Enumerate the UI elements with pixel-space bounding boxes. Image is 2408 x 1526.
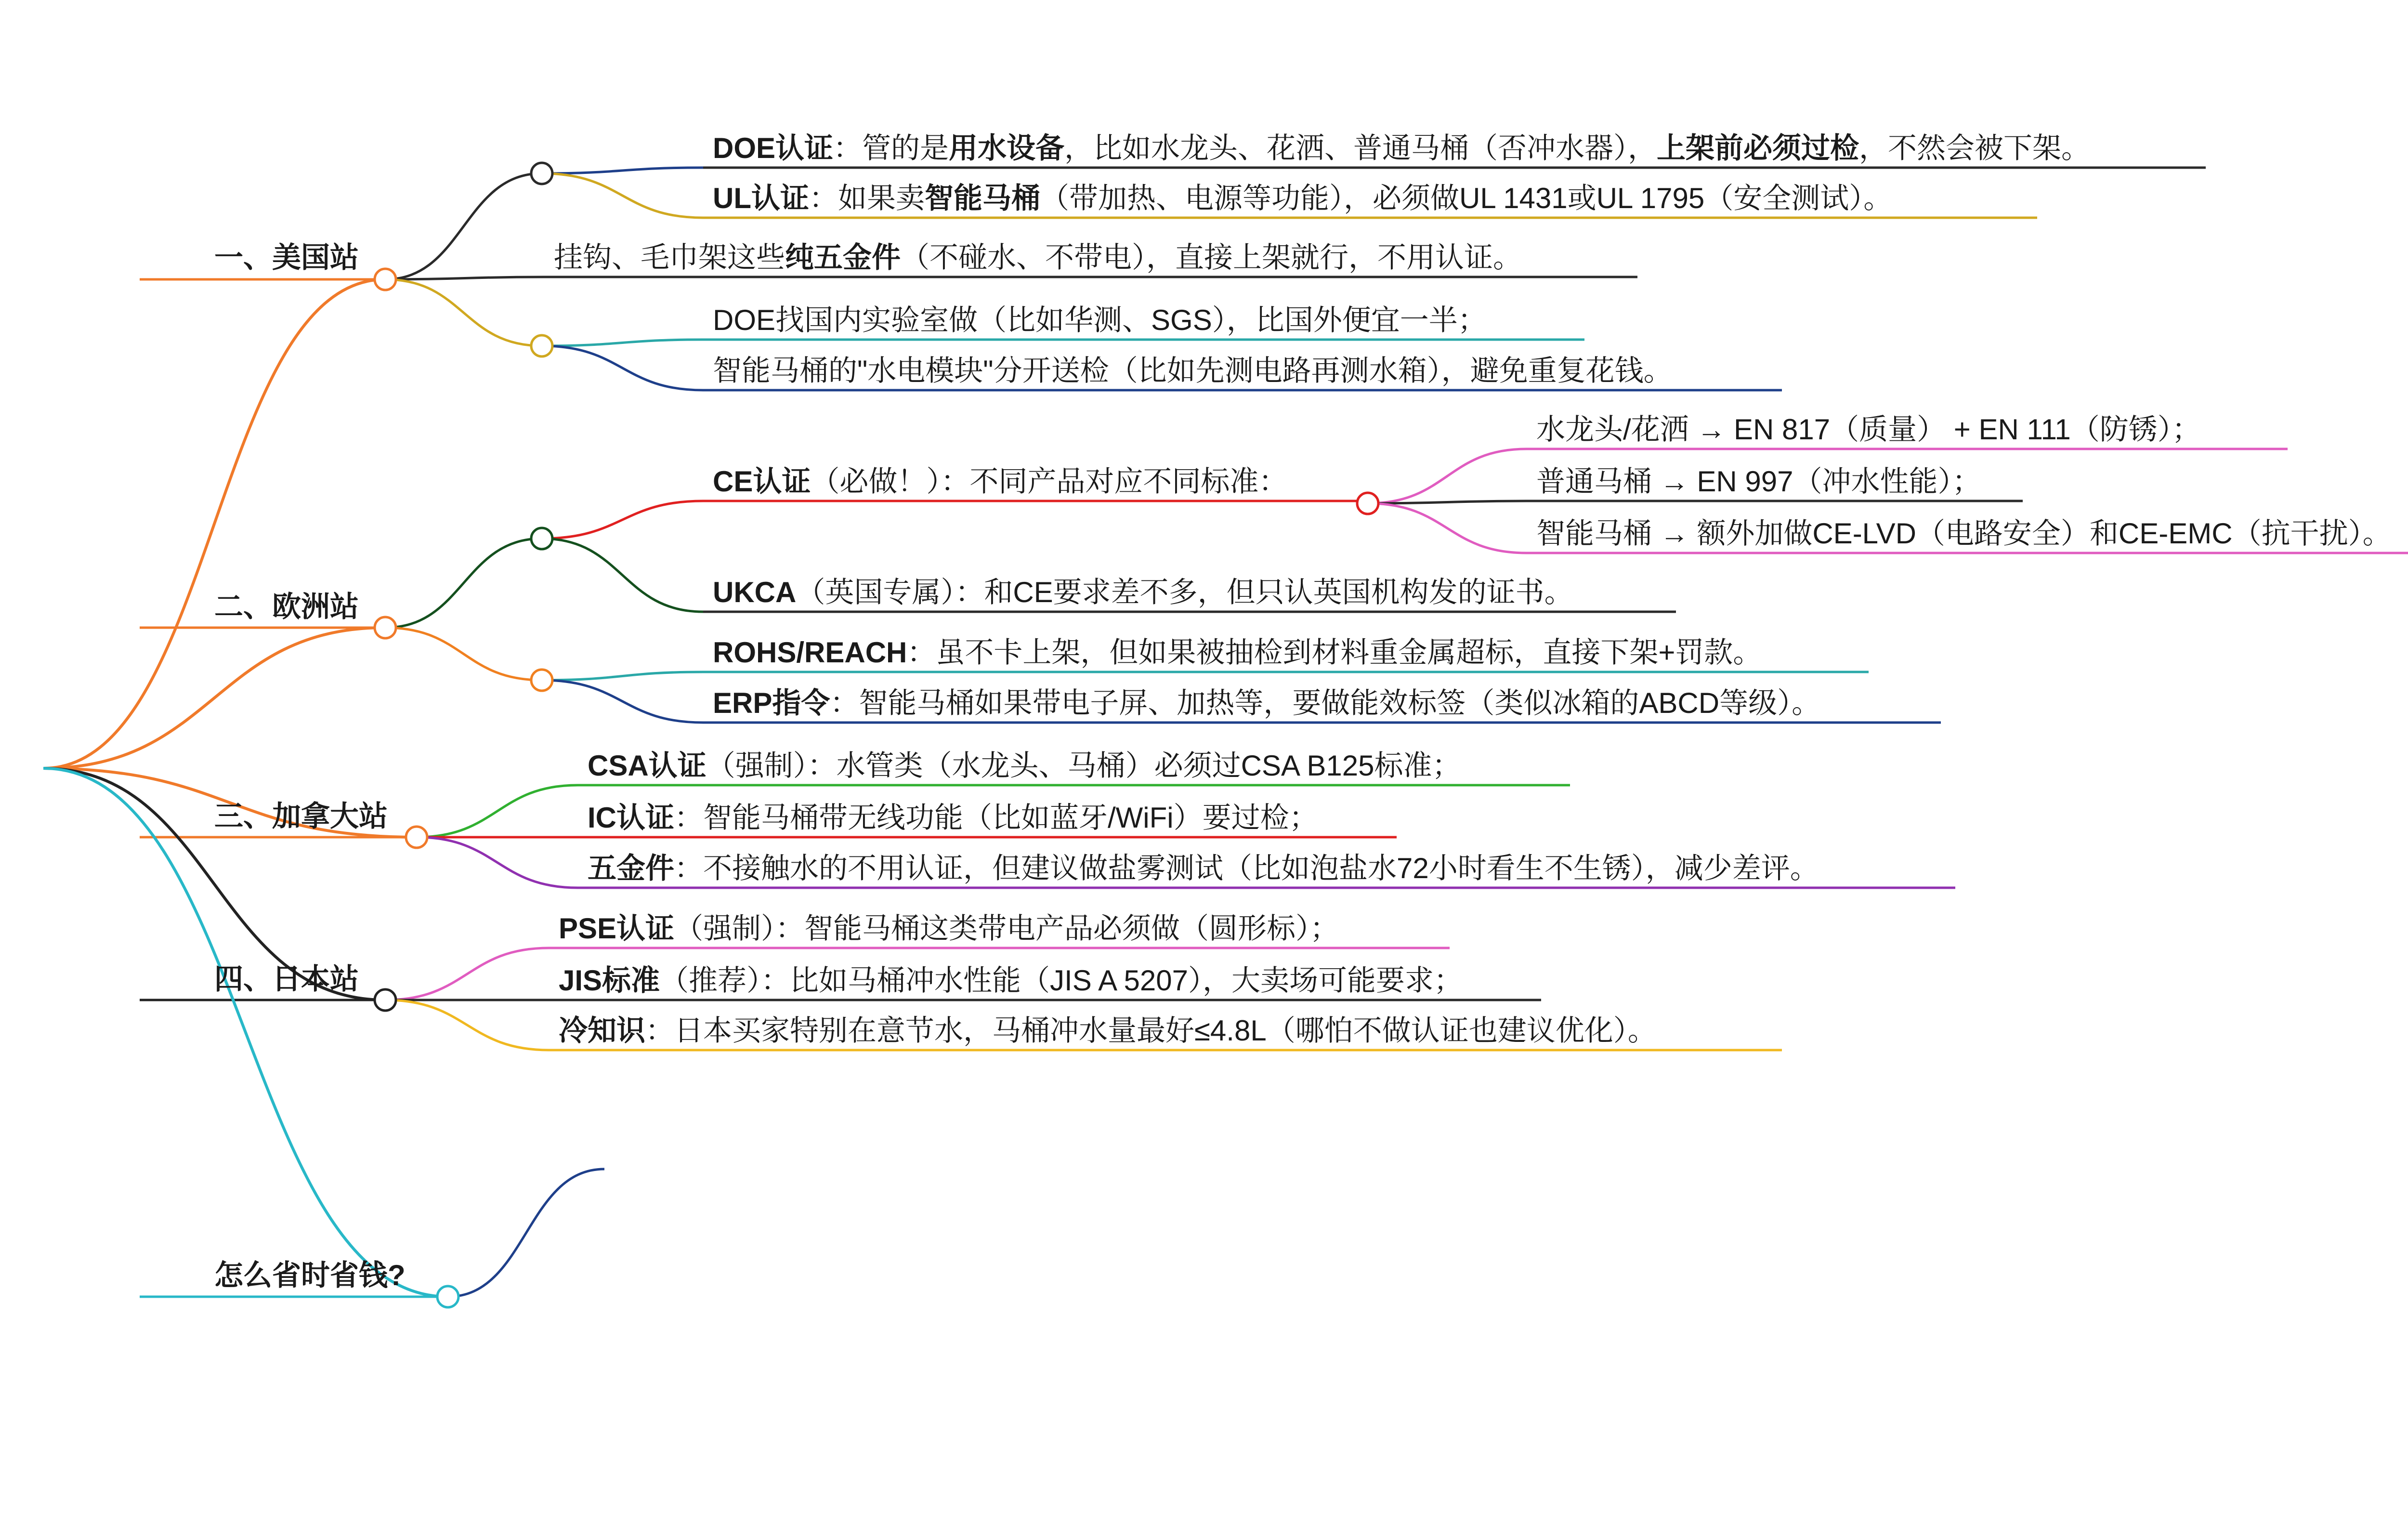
branch-connector-tips bbox=[43, 768, 448, 1297]
text-segment: （英国专属）：和CE要求差不多，但只认英国机构发的证书。 bbox=[796, 576, 1573, 608]
group-connector bbox=[385, 173, 542, 279]
item-connector bbox=[542, 346, 703, 390]
text-segment: 挂钩、毛巾架这些 bbox=[554, 241, 785, 274]
text-segment: DOE认证 bbox=[713, 132, 834, 164]
branch-dot-eu bbox=[375, 617, 396, 638]
text-segment: （强制）：水管类（水龙头、马桶）必须过CSA B125标准； bbox=[706, 750, 1461, 782]
item-label bbox=[713, 304, 1487, 336]
item-connector bbox=[385, 277, 544, 279]
text-segment: UKCA bbox=[713, 576, 797, 608]
child-dot bbox=[1357, 493, 1378, 514]
item-label bbox=[713, 687, 1820, 719]
group-dot bbox=[531, 528, 552, 549]
item-label bbox=[713, 636, 1762, 669]
branch-dot-ca bbox=[406, 827, 427, 848]
text-segment: 上架前必须过检 bbox=[1657, 132, 1859, 164]
branch-label-us: 一、美国站 bbox=[214, 241, 359, 274]
branch-label-ca: 三、加拿大站 bbox=[214, 800, 388, 832]
item-connector bbox=[542, 680, 703, 723]
text-segment: （强制）：智能马桶这类带电产品必须做（圆形标）； bbox=[674, 912, 1339, 945]
branch-label-tips: 怎么省时省钱? bbox=[214, 1259, 406, 1291]
item-label bbox=[713, 132, 2090, 164]
item-label bbox=[559, 912, 1339, 945]
group-dot bbox=[531, 163, 552, 184]
text-segment: （带加热、电源等功能），必须做UL 1431或UL 1795（安全测试）。 bbox=[1040, 182, 1893, 214]
item-connector bbox=[417, 837, 578, 888]
text-segment: ROHS/REACH bbox=[713, 636, 907, 669]
item-connector bbox=[542, 501, 703, 539]
text-segment: CE认证 bbox=[713, 465, 811, 498]
group-connector bbox=[385, 628, 542, 680]
text-segment: （必做！）：不同产品对应不同标准： bbox=[811, 465, 1288, 498]
text-segment: ：如果卖 bbox=[809, 182, 925, 214]
item-label bbox=[588, 750, 1461, 782]
item-label bbox=[713, 182, 1892, 214]
text-segment: ：日本买家特别在意节水，马桶冲水量最好≤4.8L（哪怕不做认证也建议优化）。 bbox=[645, 1014, 1657, 1047]
text-segment: ：智能马桶带无线功能（比如蓝牙/WiFi）要过检； bbox=[674, 802, 1318, 834]
text-segment: DOE找国内实验室做（比如华测、SGS），比国外便宜一半； bbox=[713, 304, 1487, 336]
item-connector bbox=[385, 1000, 549, 1050]
item-label bbox=[713, 355, 1673, 387]
item-label bbox=[588, 802, 1318, 834]
text-segment: 纯五金件 bbox=[785, 241, 901, 274]
text-segment: ，比如水龙头、花洒、普通马桶（否冲水器）， bbox=[1064, 132, 1657, 164]
item-connector bbox=[385, 948, 549, 1000]
text-segment: ：不接触水的不用认证，但建议做盐雾测试（比如泡盐水72小时看生不生锈），减少差评。 bbox=[674, 852, 1819, 884]
child-item-connector bbox=[1368, 449, 1527, 503]
text-segment: （推荐）：比如马桶冲水性能（JIS A 5207），大卖场可能要求； bbox=[660, 964, 1463, 997]
text-segment: ERP指令 bbox=[713, 687, 830, 719]
branch-connector-eu bbox=[43, 628, 385, 768]
group-connector bbox=[385, 539, 542, 628]
group-dot bbox=[531, 670, 552, 691]
text-segment: 冷知识 bbox=[559, 1014, 645, 1047]
text-segment: ，不然会被下架。 bbox=[1859, 132, 2091, 164]
group-connector bbox=[385, 279, 542, 346]
branch-connector-us bbox=[43, 279, 385, 768]
item-label bbox=[554, 241, 1522, 274]
branch-label-eu: 二、欧洲站 bbox=[214, 591, 359, 623]
item-connector bbox=[417, 785, 578, 837]
text-segment: 智能马桶 bbox=[924, 182, 1040, 214]
text-segment: （不碰水、不带电），直接上架就行，不用认证。 bbox=[901, 241, 1522, 274]
text-segment: 五金件 bbox=[588, 852, 674, 884]
text-segment: ：虽不卡上架，但如果被抽检到材料重金属超标，直接下架+罚款。 bbox=[907, 636, 1762, 669]
branch-dot-us bbox=[375, 269, 396, 290]
item-label bbox=[588, 852, 1819, 884]
item-label bbox=[559, 1014, 1657, 1047]
item-label bbox=[713, 465, 1287, 498]
child-item-connector bbox=[1368, 503, 1527, 553]
item-connector bbox=[542, 173, 703, 218]
group-dot bbox=[531, 335, 552, 356]
child-item-label: 水龙头/花洒 → EN 817（质量） + EN 111（防锈）； bbox=[1536, 413, 2201, 446]
item-connector bbox=[542, 168, 703, 173]
item-label bbox=[559, 964, 1463, 997]
item-label bbox=[713, 576, 1573, 608]
item-connector bbox=[542, 340, 703, 346]
branch-label-jp: 四、日本站 bbox=[214, 963, 359, 995]
text-segment: UL认证 bbox=[713, 182, 809, 214]
branch-dot-tips bbox=[437, 1286, 458, 1307]
text-segment: PSE认证 bbox=[559, 912, 675, 945]
child-item-label: 智能马桶 → 额外加做CE-LVD（电路安全）和CE-EMC（抗干扰）。 bbox=[1536, 517, 2392, 550]
text-segment: ：管的是 bbox=[833, 132, 949, 164]
group-connector bbox=[448, 1169, 604, 1297]
text-segment: 用水设备 bbox=[949, 132, 1065, 164]
text-segment: ：智能马桶如果带电子屏、加热等，要做能效标签（类似冰箱的ABCD等级）。 bbox=[830, 687, 1821, 719]
child-item-label: 普通马桶 → EN 997（冲水性能）； bbox=[1536, 465, 1981, 498]
node-layer bbox=[214, 132, 2392, 1307]
connector-lines bbox=[43, 168, 2408, 1297]
text-segment: 智能马桶的"水电模块"分开送检（比如先测电路再测水箱），避免重复花钱。 bbox=[713, 355, 1673, 387]
text-segment: CSA认证 bbox=[588, 750, 707, 782]
text-segment: IC认证 bbox=[588, 802, 674, 834]
text-segment: JIS标准 bbox=[559, 964, 660, 997]
item-connector bbox=[542, 539, 703, 612]
branch-dot-jp bbox=[375, 989, 396, 1011]
item-connector bbox=[542, 672, 703, 680]
